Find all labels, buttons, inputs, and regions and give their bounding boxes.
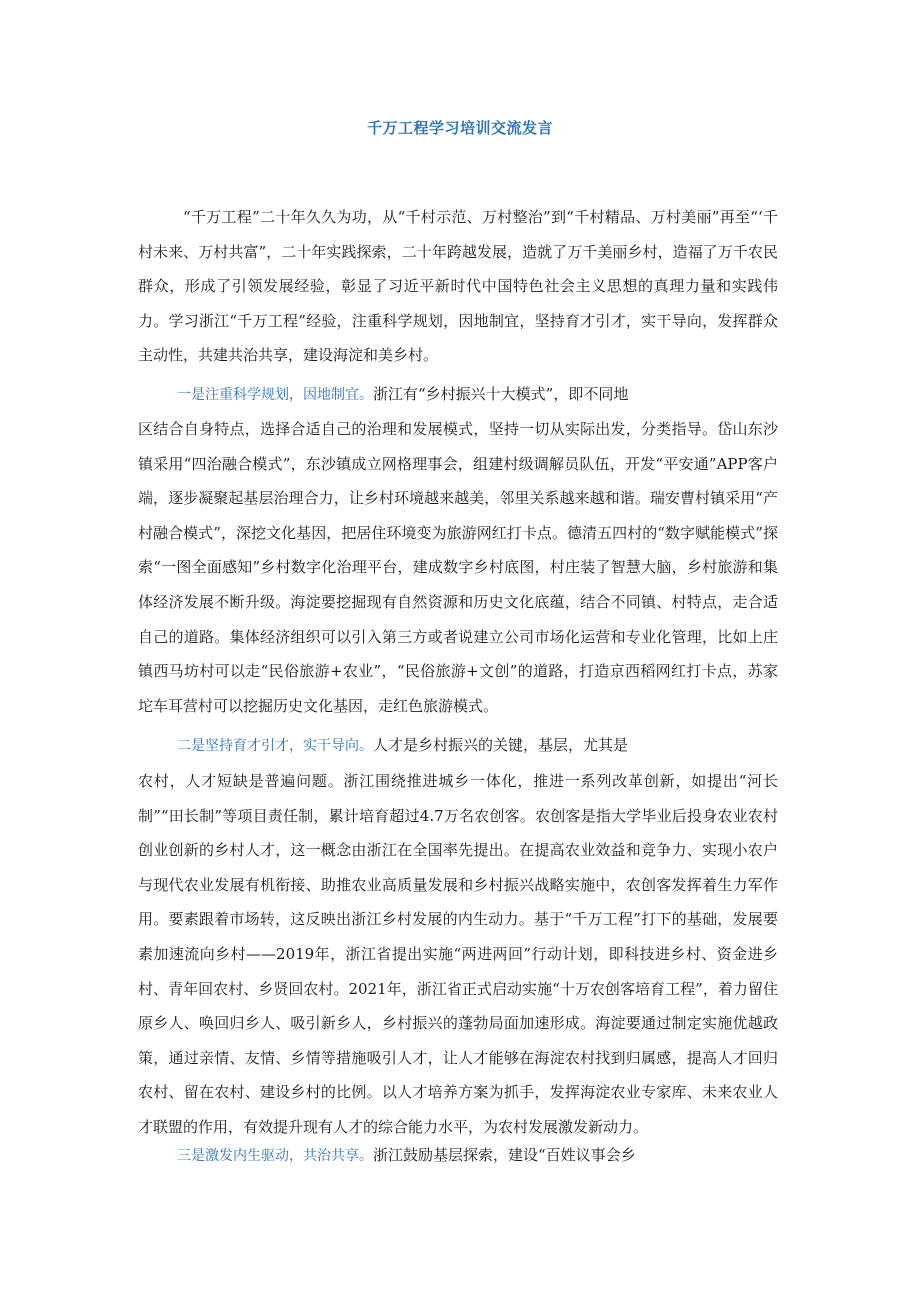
section-2-lead-text: 人才是乡村振兴的关键，基层，尤其是 [373, 736, 629, 754]
section-3-lead [177, 1138, 787, 1174]
page-title: 千万工程学习培训交流发言 [366, 119, 553, 137]
section-1-body: 区结合自身特点，选择合适自己的治理和发展模式，坚持一切从实际出发，分类指导。岱山东沙镇采用“四治融合模式”，东沙镇成立网格理事会，组建村级调解员队伍，开发“平安通”APP客户端，逐步凝聚起基层治理合力，让乡村环境越来越美，邻里关系越来越和谐。瑞安曹村镇采用“产村融合模式”，深挖文化基因，把居住环境变为旅游网红打卡点。德清五四村的“数字赋能模式”探索“一图全面感知”乡村数字化治理平台，建成数字乡村底图，村庄装了智慧大脑，乡村旅游和集体经济发展不断升级。海淀要挖掘现有自然资源和历史文化底蕴，结合不同镇、村特点，走合适自己的道路。集体经济组织可以引入第三方或者说建立公司市场化运营和专业化管理，比如上庄镇西马坊村可以走“民俗旅游+农业”，“民俗旅游+文创”的道路，打造京西稻网红打卡点，苏家坨车耳营村可以挖掘历史文化基因，走红色旅游模式。 [138, 420, 778, 715]
section-2-heading: 二是坚持育才引才，实干导向。 [177, 738, 373, 754]
section-2-lead [177, 728, 787, 764]
section-3-heading: 三是激发内生驱动，共治共享。 [177, 1148, 373, 1164]
section-3-lead-text: 浙江鼓励基层探索，建设“百姓议事会乡 [373, 1146, 636, 1164]
section-1-lead [177, 377, 787, 413]
section-2-body: 农村，人才短缺是普遍问题。浙江围绕推进城乡一体化，推进一系列改革创新，如提出“河长制”“田长制”等项目责任制，累计培育超过4.7万名农创客。农创客是指大学毕业后投身农业农村创业创新的乡村人才，这一概念由浙江在全国率先提出。在提高农业效益和竞争力、实现小农户与现代农业发展有机衔接、助推农业高质量发展和乡村振兴战略实施中，农创客发挥着生力军作用。要素跟着市场转，这反映出浙江乡村发展的内生动力。基于“千万工程”打下的基础，发展要素加速流向乡村——2019年，浙江省提出实施“两进两回”行动计划，即科技进乡村、资金进乡村、青年回农村、乡贤回农村。2021年，浙江省正式启动实施“十万农创客培育工程”，着力留住原乡人、唤回归乡人、吸引新乡人，乡村振兴的蓬勃局面加速形成。海淀要通过制定实施优越政策，通过亲情、友情、乡情等措施吸引人才，让人才能够在海淀农村找到归属感，提高人才回归农村、留在农村、建设乡村的比例。以人才培养方案为抓手，发挥海淀农业专家库、未来农业人才联盟的作用，有效提升现有人才的综合能力水平，为农村发展激发新动力。 [138, 772, 778, 1136]
section-1-heading: 一是注重科学规划，因地制宜。 [177, 387, 373, 403]
intro-paragraph: “千万工程”二十年久久为功，从“千村示范、万村整治”到“千村精品、万村美丽”再至“‘千村未来、万村共富”，二十年实践探索，二十年跨越发展，造就了万千美丽乡村，造福了万千农民群众，形成了引领发展经验，彰显了习近平新时代中国特色社会主义思想的真理力量和实践伟力。学习浙江“千万工程”经验，注重科学规划，因地制宜，坚持育才引才，实干导向，发挥群众主动性，共建共治共享，建设海淀和美乡村。 [138, 208, 778, 365]
section-1-lead-text: 浙江有“乡村振兴十大模式”，即不同地 [373, 385, 629, 403]
